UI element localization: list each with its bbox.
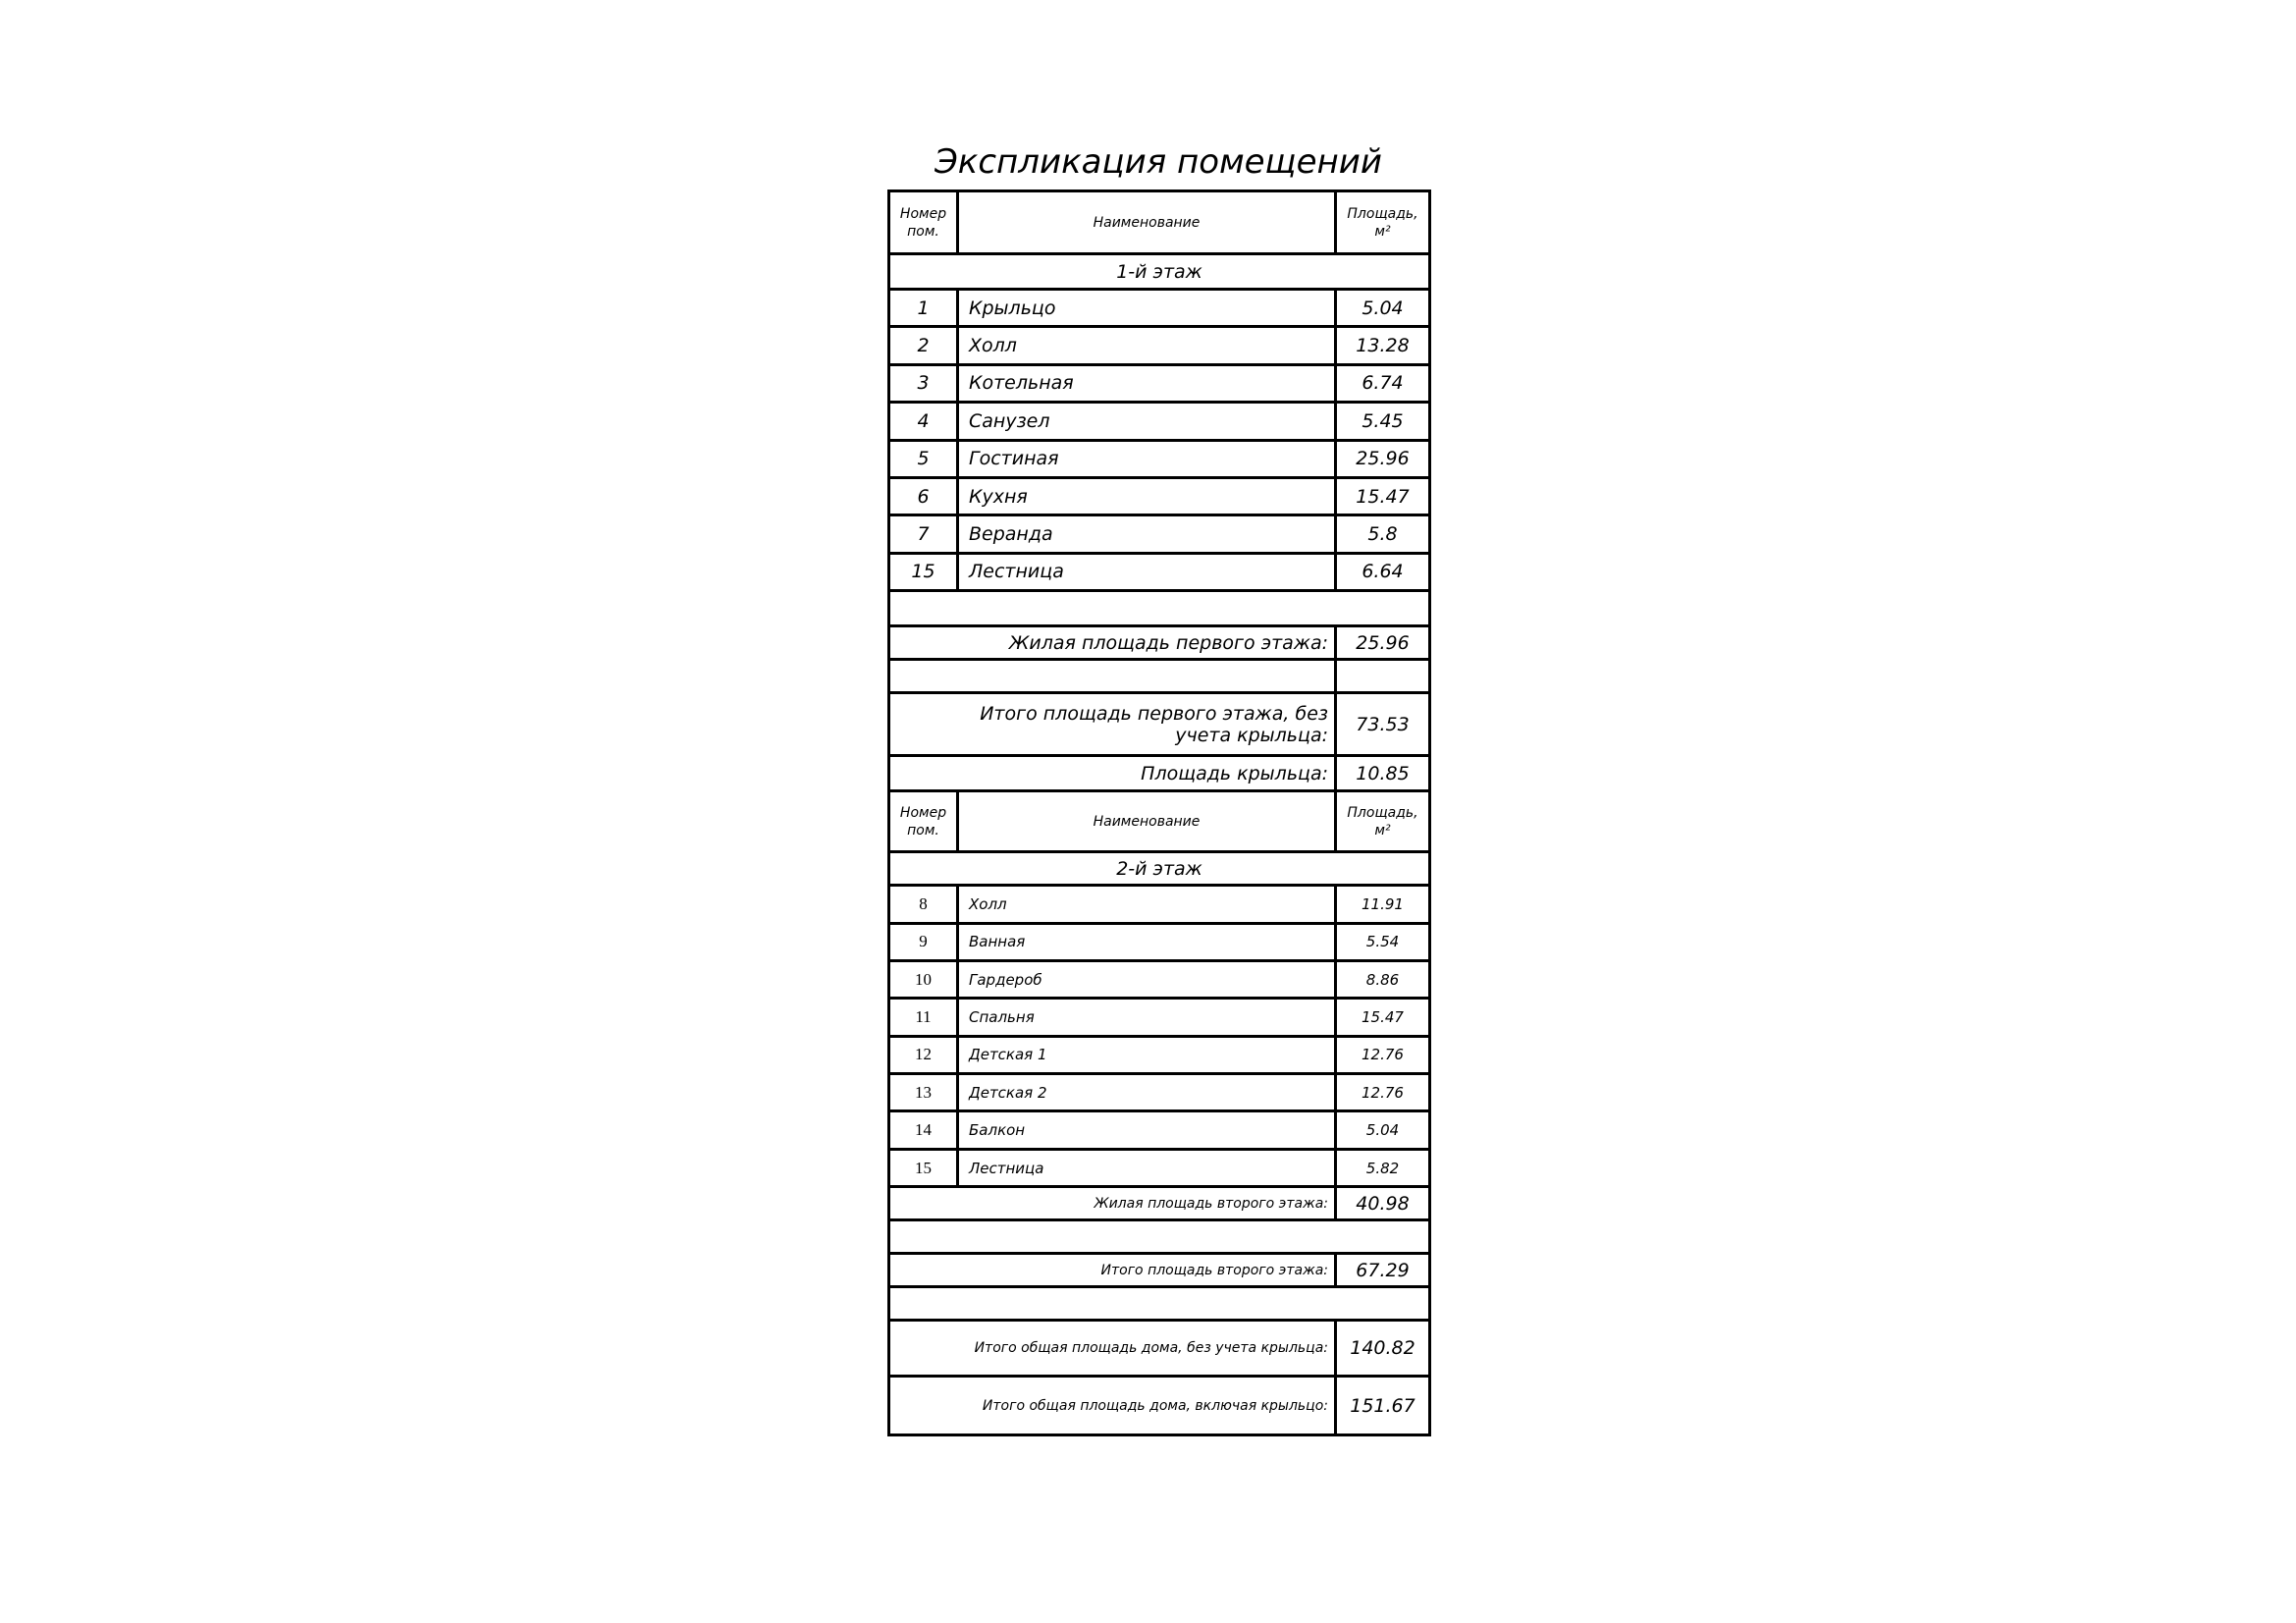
house-total-no-porch-row [890,1322,1428,1378]
room-name: Крыльцо [959,291,1337,325]
room-num: 5 [890,442,959,476]
floor1-living-label: Жилая площадь первого этажа: [890,627,1337,658]
floor2-total-value: 67.29 [1356,1259,1410,1281]
room-area: 5.04 [1365,1121,1400,1140]
room-num: 3 [890,366,959,401]
floor1-total-value: 73.53 [1356,713,1410,735]
floor1-living-value: 25.96 [1356,631,1410,654]
table-row [890,1038,1428,1075]
room-area: 5.54 [1365,933,1400,951]
room-num: 1 [890,291,959,325]
empty-row [890,592,1428,627]
header-num: Номер пом. [890,192,959,252]
room-area: 13.28 [1356,335,1410,357]
room-name: Спальня [959,1000,1337,1034]
table-row [890,1151,1428,1188]
header-name: Наименование [959,192,1337,252]
house-total-no-porch-value: 140.82 [1350,1337,1415,1360]
page-title: Экспликация помещений [934,142,1382,182]
room-num: 15 [890,555,959,589]
porch-label: Площадь крыльца: [890,757,1337,789]
house-total-with-porch-label: Итого общая площадь дома, включая крыльцо: [890,1378,1337,1434]
header-area: Площадь, м² [1347,804,1418,839]
floor1-total-label: Итого площадь первого этажа, без учета крыльца: [890,694,1337,754]
room-area: 6.74 [1362,372,1404,395]
table-row [890,442,1428,479]
room-area: 8.86 [1365,970,1400,989]
table-row [890,404,1428,441]
table-row [890,1075,1428,1112]
floor1-label: 1-й этаж [1116,260,1202,283]
table-row [890,962,1428,1000]
room-name: Холл [959,328,1337,362]
room-name: Веранда [959,516,1337,551]
table-row [890,555,1428,592]
table-row [890,516,1428,554]
room-area: 11.91 [1362,894,1404,913]
room-name: Холл [959,887,1337,921]
room-area: 6.64 [1362,561,1404,583]
floor2-living-label: Жилая площадь второго этажа: [890,1188,1337,1218]
room-name: Кухня [959,479,1337,514]
floor1-heading-row [890,255,1428,291]
room-name: Лестница [959,555,1337,589]
header-num: Номер пом. [890,792,959,850]
room-num: 14 [890,1112,959,1147]
table-header [890,192,1428,255]
floor2-living-value: 40.98 [1356,1192,1410,1215]
empty-row [890,661,1428,694]
empty-row [890,1288,1428,1322]
floor2-heading-row [890,853,1428,887]
house-total-with-porch-value: 151.67 [1350,1394,1415,1417]
room-name: Детская 1 [959,1038,1337,1072]
room-name: Балкон [959,1112,1337,1147]
table-row [890,1000,1428,1037]
room-name: Детская 2 [959,1075,1337,1109]
room-num: 13 [890,1075,959,1109]
room-num: 2 [890,328,959,362]
room-num: 11 [890,1000,959,1034]
room-name: Гардероб [959,962,1337,997]
table-row [890,925,1428,962]
room-num: 10 [890,962,959,997]
explication-table [887,189,1431,1436]
table-row [890,887,1428,924]
porch-row [890,757,1428,792]
room-num: 15 [890,1151,959,1185]
room-area: 15.47 [1356,485,1410,508]
header-name: Наименование [959,792,1337,850]
room-area: 15.47 [1362,1007,1404,1026]
floor1-living-row [890,627,1428,661]
room-name: Санузел [959,404,1337,438]
floor2-label: 2-й этаж [1116,857,1202,880]
room-num: 7 [890,516,959,551]
table-row [890,366,1428,404]
floor2-living-row [890,1188,1428,1221]
table-row [890,291,1428,328]
room-name: Лестница [959,1151,1337,1185]
room-num: 6 [890,479,959,514]
house-total-no-porch-label: Итого общая площадь дома, без учета крыльца: [890,1322,1337,1375]
table-row [890,479,1428,516]
empty-row [890,1221,1428,1255]
floor2-total-label: Итого площадь второго этажа: [890,1255,1337,1285]
room-name: Ванная [959,925,1337,959]
room-num: 12 [890,1038,959,1072]
table-header [890,792,1428,853]
header-area: Площадь, м² [1347,205,1418,240]
room-num: 4 [890,404,959,438]
room-area: 5.82 [1365,1159,1400,1177]
porch-value: 10.85 [1356,762,1410,784]
room-num: 8 [890,887,959,921]
room-name: Котельная [959,366,1337,401]
room-area: 12.76 [1362,1046,1404,1064]
room-area: 5.04 [1362,297,1404,319]
room-num: 9 [890,925,959,959]
room-area: 5.8 [1367,523,1398,546]
room-area: 12.76 [1362,1083,1404,1102]
table-row [890,328,1428,365]
floor2-total-row [890,1255,1428,1288]
room-name: Гостиная [959,442,1337,476]
floor1-total-row [890,694,1428,757]
house-total-with-porch-row [890,1378,1428,1434]
room-area: 5.45 [1362,409,1404,432]
room-area: 25.96 [1356,448,1410,470]
table-row [890,1112,1428,1150]
